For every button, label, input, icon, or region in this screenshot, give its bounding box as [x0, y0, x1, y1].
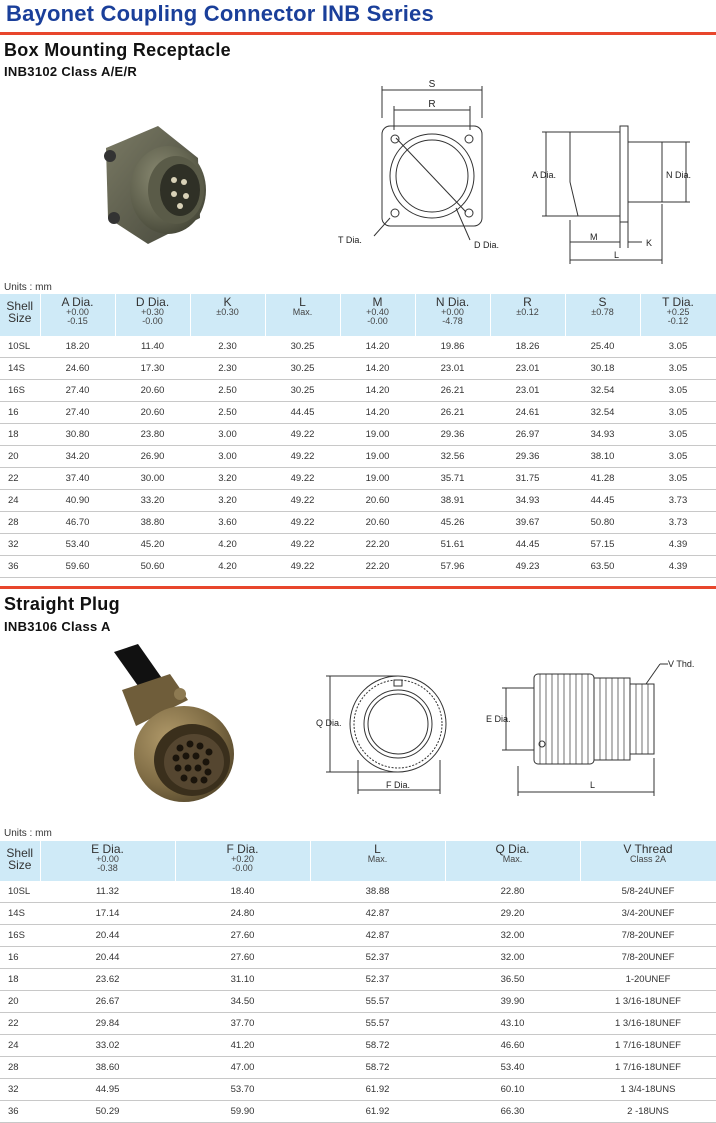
table-cell: 14.20	[340, 380, 415, 402]
table-cell: 38.88	[310, 881, 445, 903]
table-cell: 2.30	[190, 358, 265, 380]
shell-size-cell: 28	[0, 512, 40, 534]
table-cell: 4.20	[190, 556, 265, 578]
table-cell: 26.90	[115, 446, 190, 468]
table-cell: 49.22	[265, 534, 340, 556]
shell-size-cell: 24	[0, 490, 40, 512]
table-row	[0, 358, 716, 380]
table-cell: 33.20	[115, 490, 190, 512]
table-cell: 26.21	[415, 402, 490, 424]
shell-size-cell: 36	[0, 1101, 40, 1123]
table-cell: 26.67	[40, 991, 175, 1013]
header-q-dia: Q Dia. Max.	[445, 841, 580, 881]
table-cell: 11.40	[115, 336, 190, 358]
table-row	[0, 380, 716, 402]
table-cell: 19.00	[340, 446, 415, 468]
table-cell: 3.73	[640, 490, 716, 512]
table-row	[0, 402, 716, 424]
table-cell: 23.01	[490, 380, 565, 402]
table-cell: 3.20	[190, 468, 265, 490]
table-cell: 26.97	[490, 424, 565, 446]
table-row	[0, 881, 716, 903]
dim-label-d: D Dia.	[474, 240, 500, 250]
table-cell: 18.20	[40, 336, 115, 358]
table-cell: 38.10	[565, 446, 640, 468]
table-cell: 23.01	[415, 358, 490, 380]
header-s: S ±0.78	[565, 294, 640, 336]
table-cell: 3.05	[640, 424, 716, 446]
shell-size-cell: 36	[0, 556, 40, 578]
title-divider	[0, 32, 716, 35]
page-title: Bayonet Coupling Connector INB Series	[6, 1, 434, 26]
dim-label-l: L	[614, 250, 620, 260]
receptacle-side-drawing	[530, 122, 716, 270]
table-cell: 29.36	[490, 446, 565, 468]
table-cell: 53.70	[175, 1079, 310, 1101]
table-cell: 3.20	[190, 490, 265, 512]
table-row	[0, 468, 716, 490]
table-cell: 49.22	[265, 512, 340, 534]
table-cell: 49.22	[265, 468, 340, 490]
table-cell: 52.37	[310, 969, 445, 991]
table-cell: 46.60	[445, 1035, 580, 1057]
table-cell: 1-20UNEF	[580, 969, 716, 991]
table-cell: 29.20	[445, 903, 580, 925]
table-cell: 20.60	[340, 490, 415, 512]
dim-label-f: F Dia.	[386, 780, 411, 790]
table-cell: 34.93	[565, 424, 640, 446]
table-cell: 49.22	[265, 556, 340, 578]
table-cell: 3.00	[190, 446, 265, 468]
table-cell: 40.90	[40, 490, 115, 512]
dim-label-plug-l: L	[590, 780, 596, 790]
table-cell: 4.39	[640, 556, 716, 578]
table-cell: 34.50	[175, 991, 310, 1013]
shell-size-cell: 16S	[0, 380, 40, 402]
dim-label-k: K	[646, 238, 653, 248]
table-cell: 32.56	[415, 446, 490, 468]
table-cell: 17.14	[40, 903, 175, 925]
table-cell: 58.72	[310, 1057, 445, 1079]
table-cell: 44.95	[40, 1079, 175, 1101]
table-cell: 7/8-20UNEF	[580, 925, 716, 947]
table-row	[0, 1101, 716, 1123]
table-cell: 30.25	[265, 336, 340, 358]
table-cell: 11.32	[40, 881, 175, 903]
table-cell: 57.15	[565, 534, 640, 556]
table-cell: 27.60	[175, 947, 310, 969]
header-shell-size: Shell Size	[0, 294, 40, 336]
table-row	[0, 903, 716, 925]
table-cell: 32.54	[565, 402, 640, 424]
table-cell: 37.70	[175, 1013, 310, 1035]
table-cell: 58.72	[310, 1035, 445, 1057]
table-row	[0, 534, 716, 556]
table-cell: 27.40	[40, 380, 115, 402]
table-cell: 18.40	[175, 881, 310, 903]
table-cell: 66.30	[445, 1101, 580, 1123]
table-cell: 45.26	[415, 512, 490, 534]
table-cell: 32.00	[445, 947, 580, 969]
table-cell: 24.61	[490, 402, 565, 424]
table-cell: 24.60	[40, 358, 115, 380]
table-cell: 20.60	[340, 512, 415, 534]
table-cell: 61.92	[310, 1079, 445, 1101]
table-cell: 50.80	[565, 512, 640, 534]
shell-size-cell: 14S	[0, 903, 40, 925]
shell-size-cell: 16	[0, 947, 40, 969]
dim-label-v: V Thd.	[668, 659, 695, 669]
table-cell: 41.28	[565, 468, 640, 490]
table-cell: 53.40	[40, 534, 115, 556]
header-a-dia: A Dia. +0.00 -0.15	[40, 294, 115, 336]
table-cell: 42.87	[310, 925, 445, 947]
table-cell: 26.21	[415, 380, 490, 402]
table-cell: 38.80	[115, 512, 190, 534]
table-cell: 38.91	[415, 490, 490, 512]
table-row	[0, 1079, 716, 1101]
shell-size-cell: 18	[0, 424, 40, 446]
table-cell: 43.10	[445, 1013, 580, 1035]
dim-label-t: T Dia.	[338, 235, 362, 245]
table-cell: 47.00	[175, 1057, 310, 1079]
dim-label-q: Q Dia.	[316, 718, 342, 728]
table-cell: 55.57	[310, 1013, 445, 1035]
table-cell: 41.20	[175, 1035, 310, 1057]
table-cell: 19.00	[340, 424, 415, 446]
table-cell: 22.20	[340, 556, 415, 578]
table-cell: 34.93	[490, 490, 565, 512]
header-t-dia: T Dia. +0.25 -0.12	[640, 294, 716, 336]
section-subtitle-plug: INB3106 Class A	[4, 619, 111, 634]
table-cell: 2.50	[190, 380, 265, 402]
table-cell: 3.05	[640, 468, 716, 490]
receptacle-photo	[88, 118, 218, 250]
table-cell: 60.10	[445, 1079, 580, 1101]
header-plug-shell-size: Shell Size	[0, 841, 40, 881]
table-cell: 4.20	[190, 534, 265, 556]
shell-size-cell: 22	[0, 1013, 40, 1035]
table-cell: 53.40	[445, 1057, 580, 1079]
header-e-dia: E Dia. +0.00 -0.38	[40, 841, 175, 881]
table-cell: 39.90	[445, 991, 580, 1013]
shell-size-cell: 32	[0, 534, 40, 556]
receptacle-front-drawing	[336, 78, 506, 254]
header-l: L Max.	[265, 294, 340, 336]
shell-size-cell: 10SL	[0, 881, 40, 903]
table-row	[0, 925, 716, 947]
header-plug-l: L Max.	[310, 841, 445, 881]
header-n-dia: N Dia. +0.00 -4.78	[415, 294, 490, 336]
table-cell: 45.20	[115, 534, 190, 556]
plug-side-drawing	[484, 654, 704, 798]
shell-size-cell: 32	[0, 1079, 40, 1101]
table-row	[0, 512, 716, 534]
table-cell: 3.60	[190, 512, 265, 534]
header-d-dia: D Dia. +0.30 -0.00	[115, 294, 190, 336]
receptacle-dimension-table	[0, 294, 716, 578]
table-cell: 27.60	[175, 925, 310, 947]
table-cell: 14.20	[340, 402, 415, 424]
table-cell: 59.60	[40, 556, 115, 578]
shell-size-cell: 18	[0, 969, 40, 991]
header-v-thread: V Thread Class 2A	[580, 841, 716, 881]
table-row	[0, 1035, 716, 1057]
table-cell: 3.73	[640, 512, 716, 534]
table-cell: 19.00	[340, 468, 415, 490]
table-cell: 38.60	[40, 1057, 175, 1079]
table-cell: 3.05	[640, 336, 716, 358]
dim-label-r: R	[428, 99, 436, 110]
dim-label-a: A Dia.	[532, 170, 557, 180]
table-row	[0, 424, 716, 446]
section-subtitle-box: INB3102 Class A/E/R	[4, 64, 138, 79]
header-f-dia: F Dia. +0.20 -0.00	[175, 841, 310, 881]
table-cell: 46.70	[40, 512, 115, 534]
table-cell: 1 3/16-18UNEF	[580, 1013, 716, 1035]
table-cell: 20.44	[40, 947, 175, 969]
shell-size-cell: 24	[0, 1035, 40, 1057]
section-title-box: Box Mounting Receptacle	[4, 40, 231, 60]
units-label-box: Units : mm	[4, 282, 52, 293]
table-cell: 50.60	[115, 556, 190, 578]
section-title-plug: Straight Plug	[4, 594, 120, 614]
table-cell: 30.25	[265, 358, 340, 380]
table-row	[0, 556, 716, 578]
table-cell: 52.37	[310, 947, 445, 969]
table-cell: 61.92	[310, 1101, 445, 1123]
table-cell: 27.40	[40, 402, 115, 424]
table-cell: 23.80	[115, 424, 190, 446]
table-cell: 3.05	[640, 358, 716, 380]
table-cell: 31.75	[490, 468, 565, 490]
shell-size-cell: 20	[0, 446, 40, 468]
table-cell: 49.23	[490, 556, 565, 578]
table-cell: 23.62	[40, 969, 175, 991]
table-cell: 59.90	[175, 1101, 310, 1123]
table-cell: 44.45	[490, 534, 565, 556]
header-r: R ±0.12	[490, 294, 565, 336]
table-cell: 19.86	[415, 336, 490, 358]
table-cell: 49.22	[265, 446, 340, 468]
table-cell: 22.80	[445, 881, 580, 903]
table-cell: 57.96	[415, 556, 490, 578]
table-cell: 25.40	[565, 336, 640, 358]
shell-size-cell: 28	[0, 1057, 40, 1079]
table-cell: 3.05	[640, 402, 716, 424]
table-cell: 42.87	[310, 903, 445, 925]
table-cell: 1 7/16-18UNEF	[580, 1035, 716, 1057]
table-cell: 4.39	[640, 534, 716, 556]
table-cell: 51.61	[415, 534, 490, 556]
plug-front-drawing	[310, 660, 460, 798]
table-cell: 20.44	[40, 925, 175, 947]
table-cell: 1 3/4-18UNS	[580, 1079, 716, 1101]
shell-size-cell: 10SL	[0, 336, 40, 358]
table-row	[0, 1057, 716, 1079]
table-cell: 3/4-20UNEF	[580, 903, 716, 925]
plug-photo	[92, 644, 242, 806]
table-cell: 35.71	[415, 468, 490, 490]
table-cell: 32.00	[445, 925, 580, 947]
table-cell: 33.02	[40, 1035, 175, 1057]
shell-size-cell: 14S	[0, 358, 40, 380]
table-cell: 44.45	[565, 490, 640, 512]
plug-dimension-table	[0, 841, 716, 1123]
table-cell: 23.01	[490, 358, 565, 380]
table-cell: 37.40	[40, 468, 115, 490]
table-cell: 3.05	[640, 446, 716, 468]
table-cell: 1 7/16-18UNEF	[580, 1057, 716, 1079]
table-cell: 30.80	[40, 424, 115, 446]
table-cell: 20.60	[115, 380, 190, 402]
table-cell: 7/8-20UNEF	[580, 947, 716, 969]
table-cell: 1 3/16-18UNEF	[580, 991, 716, 1013]
table-cell: 14.20	[340, 358, 415, 380]
shell-size-cell: 16	[0, 402, 40, 424]
table-cell: 30.00	[115, 468, 190, 490]
table-cell: 18.26	[490, 336, 565, 358]
table-cell: 14.20	[340, 336, 415, 358]
dim-label-n: N Dia.	[666, 170, 692, 180]
units-label-plug: Units : mm	[4, 828, 52, 839]
section-divider	[0, 586, 716, 589]
table-cell: 50.29	[40, 1101, 175, 1123]
header-k: K ±0.30	[190, 294, 265, 336]
table-row	[0, 969, 716, 991]
table-row	[0, 1013, 716, 1035]
table-cell: 36.50	[445, 969, 580, 991]
table-cell: 63.50	[565, 556, 640, 578]
table-cell: 3.00	[190, 424, 265, 446]
table-cell: 2.50	[190, 402, 265, 424]
table-cell: 44.45	[265, 402, 340, 424]
table-cell: 29.36	[415, 424, 490, 446]
table-cell: 55.57	[310, 991, 445, 1013]
shell-size-cell: 20	[0, 991, 40, 1013]
table-cell: 29.84	[40, 1013, 175, 1035]
table-cell: 31.10	[175, 969, 310, 991]
dim-label-m: M	[590, 232, 598, 242]
table-cell: 34.20	[40, 446, 115, 468]
table-cell: 22.20	[340, 534, 415, 556]
shell-size-cell: 16S	[0, 925, 40, 947]
table-cell: 39.67	[490, 512, 565, 534]
table-cell: 49.22	[265, 490, 340, 512]
table-cell: 3.05	[640, 380, 716, 402]
table-cell: 5/8-24UNEF	[580, 881, 716, 903]
header-m: M +0.40 -0.00	[340, 294, 415, 336]
dim-label-e: E Dia.	[486, 714, 511, 724]
table-cell: 32.54	[565, 380, 640, 402]
table-row	[0, 991, 716, 1013]
table-cell: 24.80	[175, 903, 310, 925]
table-row	[0, 947, 716, 969]
table-row	[0, 336, 716, 358]
table-cell: 2 -18UNS	[580, 1101, 716, 1123]
table-row	[0, 490, 716, 512]
table-cell: 2.30	[190, 336, 265, 358]
shell-size-cell: 22	[0, 468, 40, 490]
table-cell: 30.18	[565, 358, 640, 380]
table-cell: 30.25	[265, 380, 340, 402]
dim-label-s: S	[428, 79, 436, 90]
table-cell: 49.22	[265, 424, 340, 446]
table-cell: 17.30	[115, 358, 190, 380]
table-cell: 20.60	[115, 402, 190, 424]
table-row	[0, 446, 716, 468]
